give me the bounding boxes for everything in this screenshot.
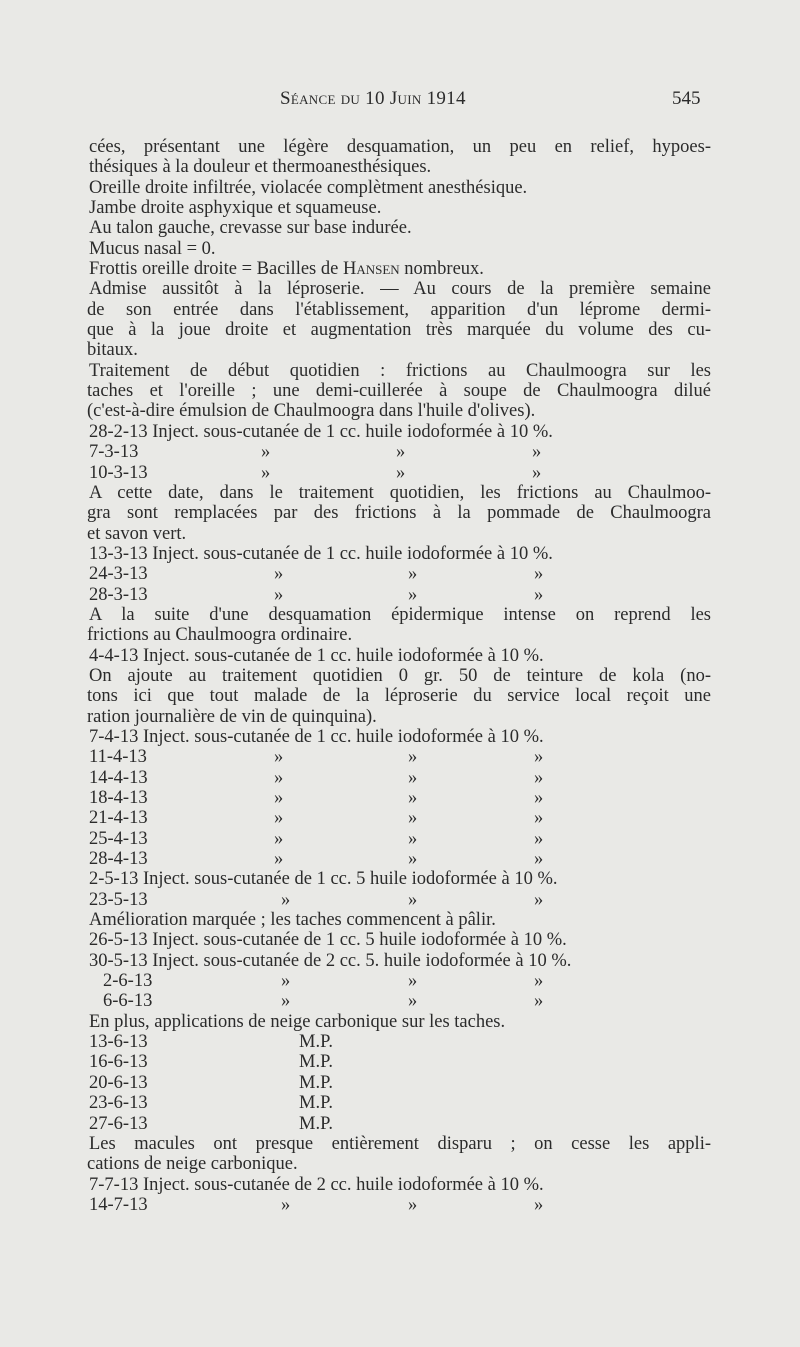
- row-date: 6-6-13: [103, 991, 153, 1012]
- text-line: 7-4-13 Inject. sous-cutanée de 1 cc. huile iodoformée à 10 %.: [89, 726, 544, 747]
- ditto-row: [89, 564, 711, 584]
- ditto-row: [89, 768, 711, 788]
- mp-value: M.P.: [299, 1032, 333, 1053]
- mp-value: M.P.: [299, 1072, 333, 1093]
- text-line: 28-2-13 Inject. sous-cutanée de 1 cc. huile iodoformée à 10 %.: [89, 421, 553, 442]
- text-segment: Frottis oreille droite = Bacilles de: [89, 259, 343, 280]
- text-line: tons ici que tout malade de la léproserie du service local reçoit une: [87, 686, 711, 707]
- ditto-mark: »: [534, 991, 544, 1012]
- text-line: En plus, applications de neige carbonique sur les taches.: [89, 1011, 506, 1032]
- text-line: (c'est-à-dire émulsion de Chaulmoogra dans l'huile d'olives).: [87, 401, 536, 422]
- ditto-mark: »: [532, 462, 542, 483]
- row-date: 20-6-13: [89, 1072, 148, 1093]
- text-segment: nombreux.: [399, 259, 484, 280]
- ditto-mark: »: [408, 767, 418, 788]
- row-date: 28-3-13: [89, 584, 148, 605]
- text-line: 4-4-13 Inject. sous-cutanée de 1 cc. huile iodoformée à 10 %.: [89, 645, 544, 666]
- ditto-row: [89, 747, 711, 767]
- text-line: gra sont remplacées par des frictions à la pommade de Chaulmoogra: [87, 503, 711, 524]
- row-date: 18-4-13: [89, 788, 148, 808]
- mp-row: [89, 1093, 711, 1113]
- row-date: 24-3-13: [89, 564, 148, 585]
- ditto-mark: »: [274, 788, 284, 808]
- mp-value: M.P.: [299, 1113, 333, 1134]
- mp-row: [89, 1073, 711, 1093]
- ditto-mark: »: [408, 808, 418, 829]
- ditto-mark: »: [408, 849, 418, 870]
- ditto-row: [89, 971, 711, 991]
- header-title: Séance du 10 Juin 1914: [280, 88, 466, 109]
- text-line: de son entrée dans l'établissement, apparition d'un léprome dermi-: [87, 299, 711, 320]
- ditto-mark: »: [281, 991, 291, 1012]
- ditto-row: [89, 442, 711, 462]
- text-line: Mucus nasal = 0.: [89, 238, 216, 259]
- row-date: 7-3-13: [89, 442, 139, 463]
- ditto-mark: »: [281, 889, 291, 910]
- text-line: bitaux.: [87, 340, 138, 361]
- row-date: 14-7-13: [89, 1194, 148, 1215]
- ditto-mark: »: [532, 442, 542, 463]
- ditto-row: [89, 829, 711, 849]
- ditto-mark: »: [534, 1194, 544, 1215]
- mp-row: [89, 1114, 711, 1134]
- text-line: et savon vert.: [87, 523, 187, 544]
- ditto-mark: »: [408, 788, 418, 808]
- row-date: 2-6-13: [103, 971, 153, 992]
- text-line: thésiques à la douleur et thermoanesthésiques.: [89, 157, 432, 178]
- ditto-mark: »: [396, 462, 406, 483]
- ditto-mark: »: [408, 991, 418, 1012]
- text-line: cées, présentant une légère desquamation, un peu en relief, hypoes-: [89, 137, 711, 157]
- ditto-row: [89, 788, 711, 808]
- ditto-mark: »: [408, 564, 418, 585]
- row-date: 10-3-13: [89, 462, 148, 483]
- row-date: 23-6-13: [89, 1093, 148, 1114]
- ditto-mark: »: [408, 747, 418, 768]
- ditto-mark: »: [396, 442, 406, 463]
- row-date: 21-4-13: [89, 808, 148, 829]
- ditto-mark: »: [534, 788, 544, 808]
- text-line: 13-3-13 Inject. sous-cutanée de 1 cc. huile iodoformée à 10 %.: [89, 543, 553, 564]
- text-line: 2-5-13 Inject. sous-cutanée de 1 cc. 5 huile iodoformée à 10 %.: [89, 869, 558, 890]
- text-line: Au talon gauche, crevasse sur base indurée.: [89, 218, 412, 239]
- text-line: [89, 259, 711, 279]
- row-date: 25-4-13: [89, 828, 148, 849]
- ditto-row: [89, 463, 711, 483]
- ditto-mark: »: [408, 828, 418, 849]
- ditto-mark: »: [534, 584, 544, 605]
- ditto-mark: »: [274, 584, 284, 605]
- ditto-mark: »: [281, 971, 291, 992]
- ditto-mark: »: [534, 808, 544, 829]
- page-number: 545: [672, 88, 701, 109]
- ditto-row: [89, 991, 711, 1011]
- text-line: frictions au Chaulmoogra ordinaire.: [87, 625, 353, 646]
- row-date: 11-4-13: [89, 747, 147, 768]
- ditto-row: [89, 808, 711, 828]
- ditto-mark: »: [274, 828, 284, 849]
- ditto-row: [89, 849, 711, 869]
- ditto-mark: »: [281, 1194, 291, 1215]
- row-date: 23-5-13: [89, 889, 148, 910]
- ditto-row: [89, 585, 711, 605]
- mp-row: [89, 1032, 711, 1052]
- mp-value: M.P.: [299, 1052, 333, 1073]
- text-line: cations de neige carbonique.: [87, 1154, 298, 1175]
- text-line: Traitement de début quotidien : frictions au Chaulmoogra sur les: [89, 360, 711, 381]
- ditto-mark: »: [408, 971, 418, 992]
- ditto-mark: »: [274, 747, 284, 768]
- ditto-mark: »: [274, 564, 284, 585]
- ditto-mark: »: [408, 1194, 418, 1215]
- mp-row: [89, 1052, 711, 1072]
- ditto-mark: »: [534, 828, 544, 849]
- ditto-mark: »: [274, 808, 284, 829]
- row-date: 16-6-13: [89, 1052, 148, 1073]
- text-line: A cette date, dans le traitement quotidien, les frictions au Chaulmoo-: [89, 482, 711, 503]
- text-line: 7-7-13 Inject. sous-cutanée de 2 cc. huile iodoformée à 10 %.: [89, 1174, 544, 1195]
- ditto-row: [89, 890, 711, 910]
- text-line: Admise aussitôt à la léproserie. — Au cours de la première semaine: [89, 279, 711, 300]
- text-line: 26-5-13 Inject. sous-cutanée de 1 cc. 5 huile iodoformée à 10 %.: [89, 930, 567, 951]
- ditto-mark: »: [534, 889, 544, 910]
- running-header: [0, 88, 800, 116]
- ditto-mark: »: [408, 889, 418, 910]
- body-text: [89, 137, 711, 1215]
- ditto-mark: »: [261, 462, 271, 483]
- text-line: Jambe droite asphyxique et squameuse.: [89, 198, 382, 219]
- mp-value: M.P.: [299, 1093, 333, 1114]
- text-line: Les macules ont presque entièrement disparu ; on cesse les appli-: [89, 1133, 711, 1154]
- ditto-row: [89, 1195, 711, 1215]
- text-line: Oreille droite infiltrée, violacée complètment anesthésique.: [89, 177, 528, 198]
- author-name: Hansen: [342, 259, 400, 280]
- row-date: 14-4-13: [89, 767, 148, 788]
- row-date: 13-6-13: [89, 1032, 148, 1053]
- text-line: 30-5-13 Inject. sous-cutanée de 2 cc. 5. huile iodoformée à 10 %.: [89, 950, 572, 971]
- ditto-mark: »: [261, 442, 271, 463]
- ditto-mark: »: [534, 849, 544, 870]
- ditto-mark: »: [408, 584, 418, 605]
- row-date: 27-6-13: [89, 1113, 148, 1134]
- row-date: 28-4-13: [89, 849, 148, 870]
- text-line: Amélioration marquée ; les taches commencent à pâlir.: [89, 910, 496, 931]
- text-line: que à la joue droite et augmentation très marquée du volume des cu-: [87, 320, 711, 341]
- ditto-mark: »: [274, 849, 284, 870]
- ditto-mark: »: [534, 971, 544, 992]
- text-line: On ajoute au traitement quotidien 0 gr. 50 de teinture de kola (no-: [89, 665, 711, 686]
- text-line: taches et l'oreille ; une demi-cuillerée à soupe de Chaulmoogra dilué: [87, 381, 711, 402]
- ditto-mark: »: [534, 564, 544, 585]
- text-line: A la suite d'une desquamation épidermique intense on reprend les: [89, 604, 711, 625]
- ditto-mark: »: [534, 747, 544, 768]
- ditto-mark: »: [534, 767, 544, 788]
- ditto-mark: »: [274, 767, 284, 788]
- text-line: ration journalière de vin de quinquina).: [87, 706, 377, 727]
